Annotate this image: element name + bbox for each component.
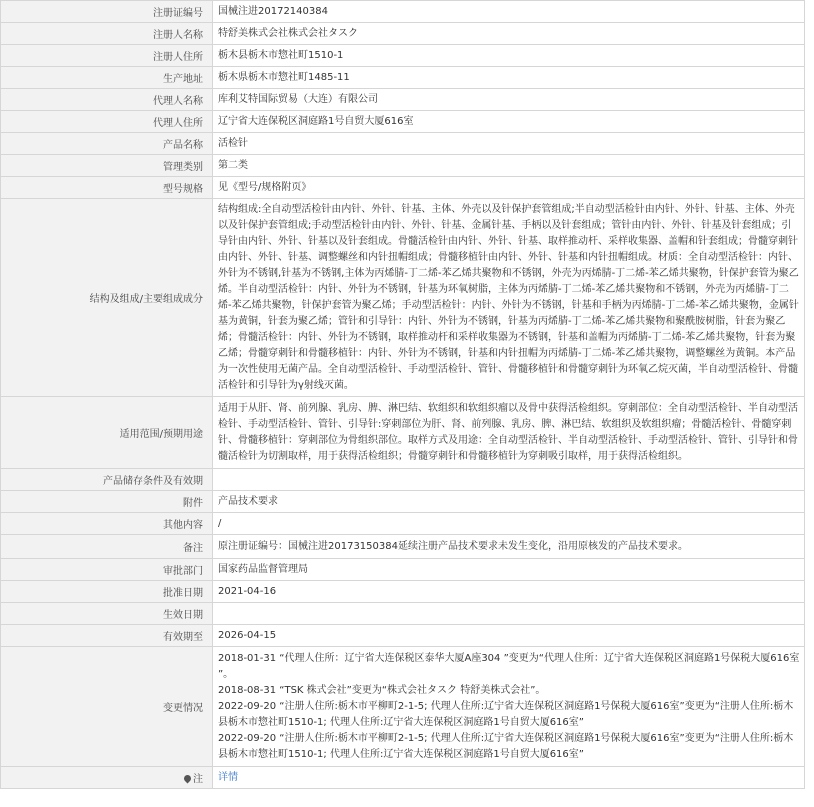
row-management-category (1, 155, 805, 177)
value-registrant-address: 栃木县栃木市惣社町1510-1 (213, 45, 805, 67)
value-registrant-name: 特舒美株式会社株式会社タスク (213, 23, 805, 45)
note-label: 注 (193, 774, 203, 785)
value-other-content: / (213, 513, 805, 535)
label-note (1, 767, 213, 789)
value-effective-date (213, 603, 805, 625)
value-intended-use: 适用于从肝、肾、前列腺、乳房、脾、淋巴结、软组织和软组织瘤以及骨中获得活检组织。穿刺部位：全自动型活检针、半自动型活检针、手动型活检针、管针、引导针:穿刺部位为肝、肾、前列腺、乳房、脾、淋巴结、软组织及软组织瘤；骨髓活检针、骨髓穿刺针、骨髓移植针：穿刺部位为骨组织部位。取样方式及用途：全自动型活检针、半自动型活检针、手动型活检针、管针、引导针和骨髓活检针为切割取样，用于获得活检组织；骨髓穿刺针和骨髓移植针为穿刺吸引取样，用于获得活检组织。 (213, 397, 805, 469)
value-agent-address: 辽宁省大连保税区洞庭路1号自贸大厦616室 (213, 111, 805, 133)
label-registrant-address: 注册人住所 (1, 45, 213, 67)
details-link[interactable]: 详情 (218, 771, 238, 783)
label-valid-until: 有效期至 (1, 625, 213, 647)
row-other-content (1, 513, 805, 535)
value-approval-date: 2021-04-16 (213, 581, 805, 603)
label-model-spec: 型号规格 (1, 177, 213, 199)
row-model-spec (1, 177, 805, 199)
row-registrant-name (1, 23, 805, 45)
row-registration-number (1, 1, 805, 23)
row-product-name (1, 133, 805, 155)
label-registrant-name: 注册人名称 (1, 23, 213, 45)
value-approval-department: 国家药品监督管理局 (213, 559, 805, 581)
row-effective-date (1, 603, 805, 625)
row-change-history (1, 647, 805, 767)
row-registrant-address (1, 45, 805, 67)
change-item: 2018-01-31 “代理人住所：辽宁省大连保税区泰华大厦A座304 ”变更为“代理人住所：辽宁省大连保税区洞庭路1号保税大厦616室 ”。 (218, 652, 800, 680)
label-change-history: 变更情况 (1, 647, 213, 767)
row-agent-name (1, 89, 805, 111)
label-storage-conditions: 产品储存条件及有效期 (1, 469, 213, 491)
value-production-address: 栃木県栃木市惣社町1485-11 (213, 67, 805, 89)
label-structure-composition: 结构及组成/主要组成成分 (1, 199, 213, 397)
row-approval-date (1, 581, 805, 603)
label-intended-use: 适用范围/预期用途 (1, 397, 213, 469)
row-valid-until (1, 625, 805, 647)
label-management-category: 管理类别 (1, 155, 213, 177)
row-agent-address (1, 111, 805, 133)
change-item: 2018-08-31 “TSK 株式会社”变更为“株式会社タスク 特舒美株式会社”。 (218, 684, 546, 696)
label-product-name: 产品名称 (1, 133, 213, 155)
row-intended-use (1, 397, 805, 469)
value-attachment: 产品技术要求 (213, 491, 805, 513)
label-approval-department: 审批部门 (1, 559, 213, 581)
change-item: 2022-09-20 “注册人住所:栃木市平柳町2-1-5; 代理人住所:辽宁省大连保税区洞庭路1号保税大厦616室”变更为“注册人住所:栃木县栃木市惣社町1510-1; 代理人住所:辽宁省大连保税区洞庭路1号自贸大厦616室” (218, 732, 794, 760)
row-note (1, 767, 805, 789)
label-production-address: 生产地址 (1, 67, 213, 89)
location-pin-icon (183, 774, 193, 784)
label-attachment: 附件 (1, 491, 213, 513)
label-agent-name: 代理人名称 (1, 89, 213, 111)
value-change-history (213, 647, 805, 767)
label-approval-date: 批准日期 (1, 581, 213, 603)
row-structure-composition (1, 199, 805, 397)
value-structure-composition: 结构组成:全自动型活检针由内针、外针、针基、主体、外壳以及针保护套管组成;半自动型活检针由内针、外针、针基、主体、外壳以及针保护套管组成;手动型活检针由内针、外针、针基、金属针基、手柄以及针套组成；管针由内针、外针、针基及针套组成；引导针由内针、外针、针基以及针套组成。骨髓活检针由内针、外针、针基、取样推动杆、采样收集器、盖帽和针套组成；骨髓穿刺针由内针、外针、针基、调整螺丝和内针扭帽组成；骨髓移植针由内针、外针、针基和内针扭帽组成。材质：全自动型活检针：内针、外针为不锈钢,针基为不锈钢,主体为丙烯腈-丁二烯-苯乙烯共聚物和不锈钢，外壳为丙烯腈-丁二烯-苯乙烯共聚物，针保护套管为聚乙烯。半自动型活检针：内针、外针为不锈钢，针基为环氧树脂，主体为丙烯腈-丁二烯-苯乙烯共聚物和不锈钢，外壳为丙烯腈-丁二烯-苯乙烯共聚物，针保护套管为聚乙烯；手动型活检针：内针、外针为不锈钢，针基和手柄为丙烯腈-丁二烯-苯乙烯共聚物，金属针基为黄铜，针套为聚乙烯；管针和引导针：内针、外针为不锈钢，针基为丙烯腈-丁二烯-苯乙烯共聚物和聚酰胺树脂，针套为聚乙烯；骨髓活检针：内针、外针为不锈钢，取样推动杆和采样收集器为不锈钢，针基和盖帽为丙烯腈-丁二烯-苯乙烯共聚物，针套为聚乙烯；骨髓穿刺针和骨髓移植针：内针、外针为不锈钢，针基和内针扭帽为丙烯腈-丁二烯-苯乙烯共聚物，调整螺丝为黄铜。本产品为一次性使用无菌产品。全自动型活检针、手动型活检针、管针、骨髓移植针和骨髓穿刺针为环氧乙烷灭菌，半自动型活检针、骨髓活检针和引导针为γ射线灭菌。 (213, 199, 805, 397)
row-approval-department (1, 559, 805, 581)
label-effective-date: 生效日期 (1, 603, 213, 625)
label-other-content: 其他内容 (1, 513, 213, 535)
value-product-name: 活检针 (213, 133, 805, 155)
value-registration-number: 国械注进20172140384 (213, 1, 805, 23)
row-production-address (1, 67, 805, 89)
row-storage-conditions (1, 469, 805, 491)
value-storage-conditions (213, 469, 805, 491)
label-registration-number: 注册证编号 (1, 1, 213, 23)
value-valid-until: 2026-04-15 (213, 625, 805, 647)
value-model-spec: 见《型号/规格附页》 (213, 177, 805, 199)
change-item: 2022-09-20 “注册人住所:栃木市平柳町2-1-5; 代理人住所:辽宁省大连保税区洞庭路1号保税大厦616室”变更为“注册人住所:栃木县栃木市惣社町1510-1; 代理人住所:辽宁省大连保税区洞庭路1号自贸大厦616室” (218, 700, 794, 728)
value-management-category: 第二类 (213, 155, 805, 177)
label-agent-address: 代理人住所 (1, 111, 213, 133)
value-agent-name: 库利艾特国际贸易（大连）有限公司 (213, 89, 805, 111)
value-remarks: 原注册证编号：国械注进20173150384延续注册产品技术要求未发生变化，沿用原核发的产品技术要求。 (213, 535, 805, 559)
row-attachment (1, 491, 805, 513)
row-remarks (1, 535, 805, 559)
value-note (213, 767, 805, 789)
label-remarks: 备注 (1, 535, 213, 559)
